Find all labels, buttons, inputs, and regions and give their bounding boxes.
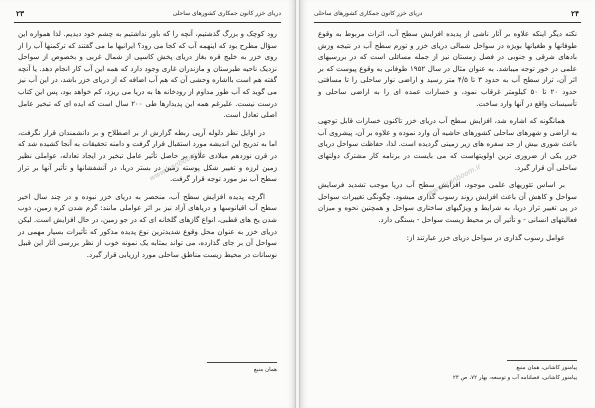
right-footnote-2: پیامنور کاشانی، فصلنامه آب و توسعه، بهار ۷۲، ص ۲۴: [452, 375, 577, 381]
right-paragraph-1: نکته دیگر اینکه علاوه بر آثار ناشی از پدیده افزایش سطح آب، اثرات مربوط به وقوع طوفانها و طغیانها بویژه در سواحل شمالی دریای خزر و تورم سطح آب در نتیجه وزش بادهای شرقی و جنوبی در فصل زمستان نیز از جمله مسائلی است که در بررسیهای علمی در خور توجه میباشد. به عنوان مثال در سال ۱۹۵۲ طوفانی به وقوع پیوست که بر اثر آن، تراز سطح آب به حدود ۳ تا ۴/۵ متر رسید و اراضی نوار ساحلی را تا مسافتی حدود ۲۰ تا ۵۰ کیلومتر غرقاب نمود، و خسارات عمده ای را به اراضی ساحلی و تأسیسات واقع در آنها وارد ساخت.: [318, 29, 577, 108]
left-paragraph-2: در اوایل نظر دلوله آرپی ربطه گزارش از بر اصطلاح و بر دانشمندان قرار نگرفت، اما به تدریج این اندیشه مورد استقبال قرار گرفت و دامنه تحقیقات به آنجا کشیده شد که در قرن نوزدهم میلادی علاوه بر حاصل تأثیر عامل تبخیر در ایجاد تعادله، عواملی نظیر زمین لرزه و تغییر شکل پوسته زمین در بستر دریا، در آتشفشانها و تأثیر آنها بر تراز سطح آب نیز مورد توجه قرار گرفت.: [18, 127, 277, 184]
footnote-rule: [207, 362, 277, 363]
left-footnotes: [18, 362, 277, 376]
right-paragraph-2: همانگونه که اشاره شد، افزایش سطح آب دریای خزر تاکنون خسارات قابل توجهی به اراضی و شهرهای ساحلی کشورهای حاشیه آن وارد نموده و علاوه بر آن، پیشروی آب باعث شوری بیش از حد سفره های زیر زمینی گردیده است. لذا، حفاظت سواحل دریای خزر یکی از ضروری ترین اولویتهاست که می بایست در برنامه کار مشترک دولتهای ساحلی آن قرار گیرد.: [318, 116, 577, 172]
right-footnotes: [318, 360, 577, 384]
right-page-number: ۲۴: [570, 9, 579, 18]
right-watermark: www.iranboom.ir: [426, 162, 483, 198]
right-footnote-1: پیامنور کاشانی، همان منبع: [516, 365, 577, 371]
right-page-header: [314, 8, 581, 23]
left-page-number: ۲۳: [16, 9, 25, 18]
right-running-title: دریای خزر کانون جمکاری کشورهای ساحلی: [314, 10, 423, 17]
left-paragraph-3: اگرچه پدیده افزایش سطح آب، منحصر به دریای خزر نبوده و در چند سال اخیر سطح آب اقیانوسها و دریاهای آزاد نیز بر اثر عواملی مانند: گرم شدن کره زمین، ذوب شدن یخ های قطبی، انواع گازهای گلخانه ای که در جو زمین، در حال افزایش است. لیکن دریای خزر به عنوان محل وقوع شدیدترین نوع پدیده مذکور که تأثیرات بسیار مهمی در سواحل آن بر جای گذارده، می تواند بمثابه یک نمونه خوب از نظر بررسی آثار این قبیل نوسانات در محیط زیست مناطق ساحلی مورد ارزیابی قرار گیرد.: [18, 191, 277, 259]
footnote-rule: [507, 360, 577, 361]
left-watermark: www.iranboom.ir: [148, 147, 205, 183]
right-page-body: [318, 28, 577, 245]
left-page-header: [14, 8, 281, 23]
right-paragraph-4: عوامل رسوب گذاری در سواحل دریای خزر عبارتند از:: [406, 232, 565, 242]
left-footnote-1: همان منبع: [253, 367, 277, 373]
right-page: [299, 0, 595, 408]
left-paragraph-1: رود کوچک و بزرگ گذشتیم، آنچه را که باور نداشتیم به چشم خود دیدیم. لذا همواره این سؤال مطرح بود که اینهمه آب که کجا می رود؟ ایرانیها ما می گفتند که ترکمنها آب را از روی خزر به خلیج قره بغاز دریای پخش کاسپی از شمال غربی و بخصوص از سواحل نزدیک ناحیه طبرستان و مازندران غاری وجود دارد که همه این آب کار انجام دهد. یا آنچه گفته هم است بااشاره وحشی آن که هم آب اضافه که از دریای خزر باشد، در این آب نیز می گوید که آب طور مداوم از رودخانه ها به دریا می ریزد، کم خواهد بود، پس این کتاب درست نیست. علیرغم همه این پدیدارها طی ۲۰۰ سال است که ایده ای که تبخیر عامل اصلی تعادل است.: [18, 29, 277, 120]
left-running-title: دریای خزر کانون جمکاری کشورهای ساحلی: [172, 10, 281, 17]
left-page-body: [18, 28, 277, 266]
right-paragraph-3: بر اساس تئوریهای علمی موجود، افزایش سطح آب دریا موجب تشدید فرسایش سواحل و کاهش آن باعث افزایش روند رسوب گذاری میشود. چگونگی تغییرات سواحل در پی تغییر تراز دریا، به شرایط و ویژگیهای ساختاری سواحل و همچنین نحوه و میزان فعالیتهای انسانی - و تأثیر آن بر محیط زیست سواحل - بستگی دارد.: [318, 180, 577, 224]
left-page: [0, 0, 296, 408]
